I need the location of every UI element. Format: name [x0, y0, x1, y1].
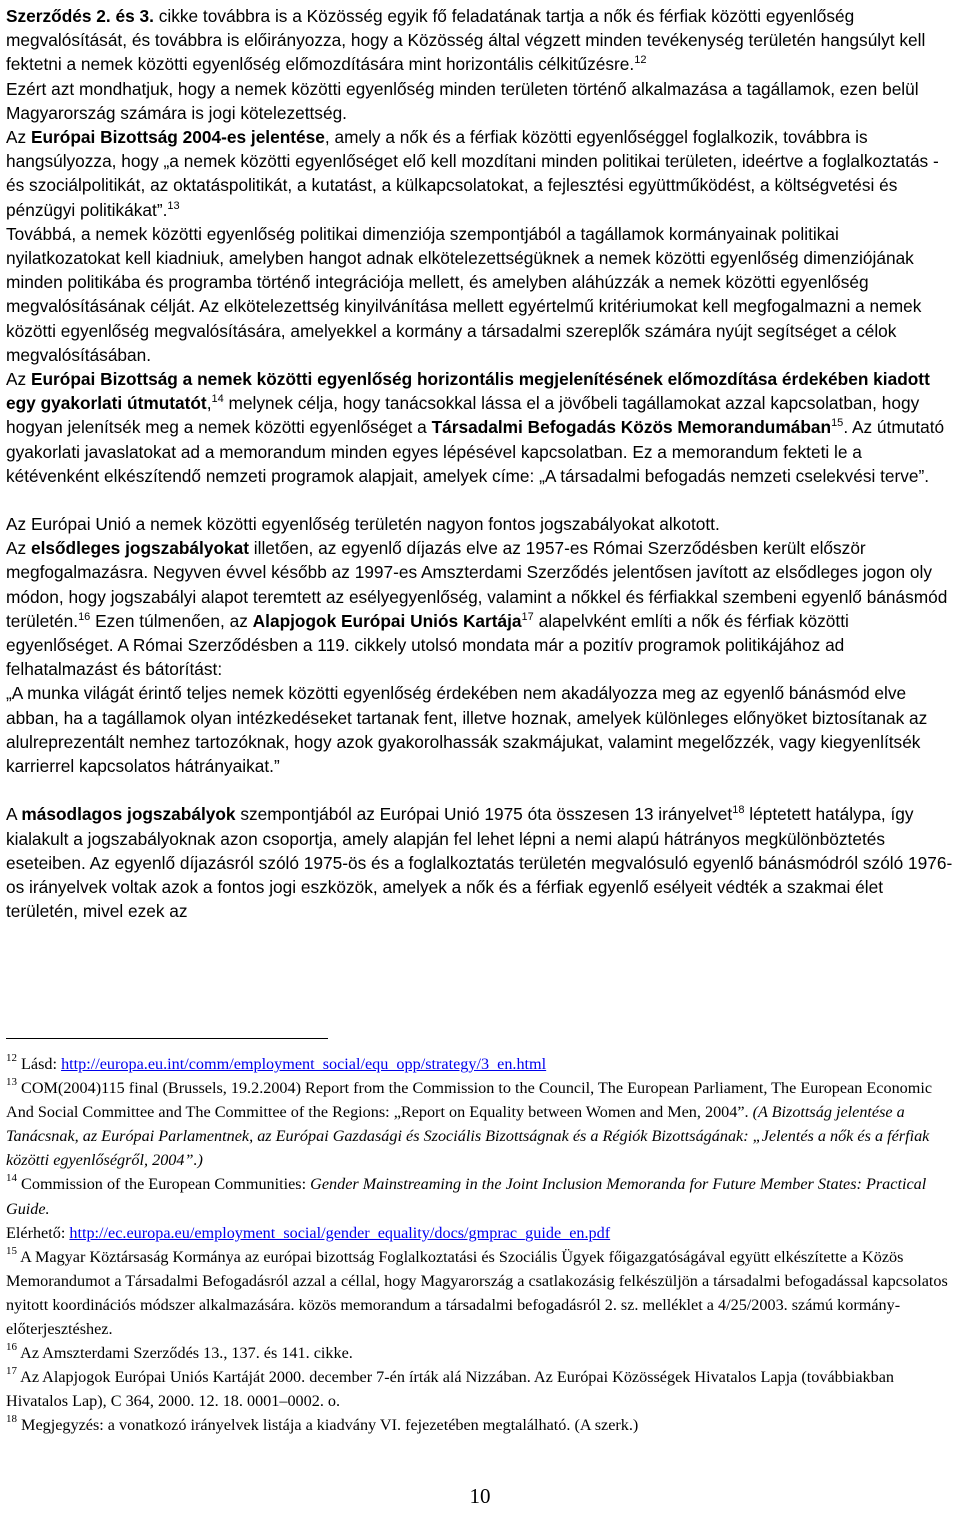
paragraph-9: A másodlagos jogszabályok szempontjából az Európai Unió 1975 óta összesen 13 irányelvet$^{18}$ léptetett hatálypa, így kialakult a jogszabályoknak azon csoportja, amely alapján fel lehet lépni a nemi alapú hátrányos megkülönböztetés eseteiben. Az egyenlő díjazásról szóló 1975-ös és a foglalkoztatás területén megvalósuló egyenlő bánásmódról szóló 1976-os irányelvek voltak azok a fontos jogi eszközök, amelyek a nők és a férfiak egyenlő esélyeit védték a szakmai élet területén, mivel ezek az — [6, 804, 953, 922]
page-number: 10 — [469, 1484, 491, 1508]
quote-paragraph: „A munka világát érintő teljes nemek közötti egyenlőség érdekében nem akadályozza meg az egyenlő bánásmód elve abban, ha a tagállamok olyan intézkedéseket tartanak fent, illetve hoznak, amelyek különleges előnyöket biztosítanak az alulreprezentált nemhez tartozóknak, hogy azok gyakorolhassák szakmájukat, valamint megelőzzék, vagy kiegyenlítsék karrierrel kapcsolatos hátrányaikat.” — [6, 683, 928, 777]
footnote-12: $^{12}$ Lásd: http://europa.eu.int/comm/employment_social/equ_opp/strategy/3_en.html — [6, 1052, 547, 1073]
footnote-ref-13[interactable]: 13 — [167, 199, 180, 212]
footnote-17: $^{17}$ Az Alapjogok Európai Uniós Kartáját 2000. december 7-én írták alá Nizzában. Az Európai Közösségek Hivatalos Lapja (továbbiakban Hivatalos Lap), C 364, 2000. 12. 18. 0001–0002. o. — [6, 1365, 894, 1411]
paragraph-6: Az Európai Unió a nemek közötti egyenlőség területén nagyon fontos jogszabályokat alkotott. — [6, 514, 720, 535]
footnote-ref-14[interactable]: 14 — [211, 393, 224, 406]
paragraph-4: Továbbá, a nemek közötti egyenlőség politikai dimenziója szempontjából a tagállamok kormányainak politikai nyilatkozatokat kell kiadniuk, amelyben hangot adnak elkötelezettségüknek a nemek közötti egyenlőség dimenziójának minden politikába és programba történő integrációja mellett, és amelyben aláhúzzák a nemek közötti egyenlőség megvalósításának célját. Az elkötelezettség kinyilvánítása mellett egyértelmű kritériumokat kell megfogalmazni a nemek közötti egyenlőség megvalósítására, amelyekkel a kormány a társadalmi szereplők számára nyújt segítséget a célok megvalósításában. — [6, 223, 922, 365]
footnote-ref-12[interactable]: 12 — [634, 54, 647, 67]
footnote-13: $^{13}$ COM(2004)115 final (Brussels, 19.2.2004) Report from the Commission to the Council, The European Parliament, The European Economic And Social Committee and The Committee of the Regions: „Report on Equality between Women and Men, 2004”. (A Bizottság jelentése a Tanácsnak, az Európai Parlamentnek, az Európai Gazdasági és Szociális Bizottságnak és a Régiók Bizottságának: „Jelentés a nők és a férfiak közötti egyenlőségről, 2004”.) — [6, 1076, 933, 1170]
footnote-16: $^{16}$ Az Amszterdami Szerződés 13., 137. és 141. cikke. — [6, 1341, 353, 1363]
footnote-18: $^{18}$ Megjegyzés: a vonatkozó irányelvek listája a kiadvány VI. fejezetében megtalálható. (A szerk.) — [6, 1413, 639, 1435]
paragraph-3: Az Európai Bizottság 2004-es jelentése, amely a nők és a férfiak közötti egyenlőséggel foglalkozik, továbbra is hangsúlyozza, hogy „a nemek közötti egyenlőséget elő kell mozdítani minden politikai területen, ideértve a foglalkoztatás - és szociálpolitikát, az oktatáspolitikát, a kutatást, a külkapcsolatokat, a fejlesztési együttműködést, a költségvetési és pénzügyi politikákat”.$^{13}$ — [6, 127, 939, 220]
footnote-15: $^{15}$ A Magyar Köztársaság Kormánya az európai bizottság Foglalkoztatási és Szociális Ügyek főigazgatóságával együtt elkészítette a Közös Memorandumot a Társadalmi Befogadásról azzal a céllal, hogy Magyarország a csatlakozásig felkészüljön a társadalmi befogadással kapcsolatos nyitott koordinációs módszer alkalmazására. közös memorandum a társadalmi befogadásról 2. sz. melléklet a 4/25/2003. számú kormány-előterjesztéshez. — [6, 1244, 948, 1339]
paragraph-7: Az elsődleges jogszabályokat illetően, az egyenlő díjazás elve az 1957-es Római Szerződésben került először megfogalmazásra. Negyven évvel később az 1997-es Amszterdami Szerződés jelentősen javított az elsődleges jogon oly módon, hogy jogszabályi alapot teremtett az esélyegyenlőség, valamint a nőkkel és férfiakkal szembeni egyenlő bánásmód területén.$^{16}$ Ezen túlmenően, az Alapjogok Európai Uniós Kartája$^{17}$ alapelvként említi a nők és férfiak közötti egyenlőséget. A Római Szerződésben a 119. cikkely utolsó mondata már a pozitív programok politikájához ad felhatalmazást és bátorítást: — [6, 538, 948, 680]
paragraph-2: Ezért azt mondhatjuk, hogy a nemek közötti egyenlőség minden területen történő alkalmazása a tagállamok, ezen belül Magyarország számára is jogi kötelezettség. — [6, 78, 919, 123]
footnote-ref-15[interactable]: 15 — [831, 417, 844, 430]
footnote-ref-16[interactable]: 16 — [78, 610, 91, 623]
main-text — [6, 4, 956, 923]
paragraph-5: Az Európai Bizottság a nemek közötti egyenlőség horizontális megjelenítésének előmozdítása érdekében kiadott egy gyakorlati útmutatót,$^{14}$ melynek célja, hogy tanácsokkal lássa el a jövőbeli tagállamokat azzal kapcsolatban, hogy hogyan jelenítsék meg a nemek közötti egyenlőséget a Társadalmi Befogadás Közös Memorandumában$^{15}$. Az útmutató gyakorlati javaslatokat ad a memorandum minden egyes lépésével kapcsolatban. Ez a memorandum fekteti le a kétévenként elkészítendő nemzeti programok alapjait, amelyek címe: „A társadalmi befogadás nemzeti cselekvési terve”. — [6, 369, 945, 486]
footnote-separator — [6, 1038, 328, 1039]
footnotes — [6, 1052, 956, 1438]
footnote-ref-17[interactable]: 17 — [521, 610, 534, 623]
footnote-12-link[interactable]: http://europa.eu.int/comm/employment_social/equ_opp/strategy/3_en.html — [61, 1055, 547, 1073]
footnote-ref-18[interactable]: 18 — [732, 804, 745, 817]
footnote-14: $^{14}$ Commission of the European Communities: Gender Mainstreaming in the Joint Inclusion Memoranda for Future Member States: Practical Guide. Elérhető: http://ec.europa.eu/employment_social/gender_equality/docs/gmprac_guide_en.pdf — [6, 1172, 927, 1242]
paragraph-1: Szerződés 2. és 3. cikke továbbra is a Közösség egyik fő feladatának tartja a nők és férfiak közötti egyenlőség megvalósítását, és továbbra is előirányozza, hogy a Közösség által végzett minden tevékenység területén hangsúlyt kell fektetni a nemek közötti egyenlőség előmozdítására mint horizontális célkitűzésre.$^{12}$ — [6, 6, 926, 75]
footnote-14-link[interactable]: http://ec.europa.eu/employment_social/gender_equality/docs/gmprac_guide_en.pdf — [69, 1223, 611, 1242]
